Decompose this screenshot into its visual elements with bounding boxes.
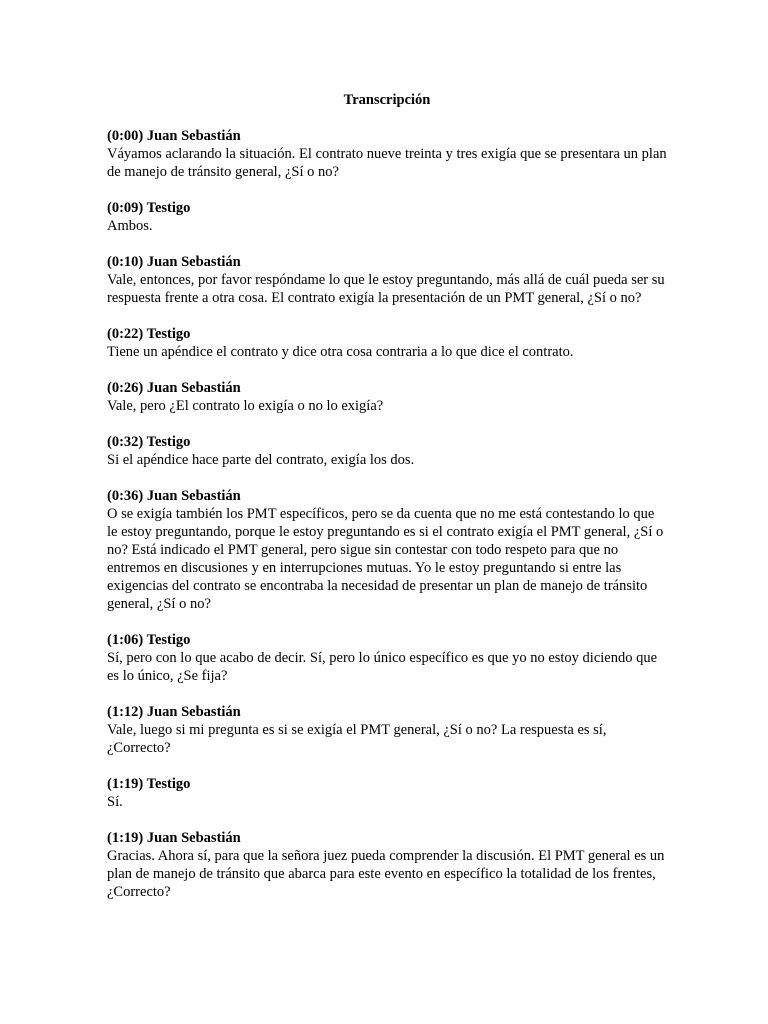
entry-speaker: (1:19) Testigo [107,776,191,792]
entry-speaker: (0:09) Testigo [107,200,191,216]
transcript-entry [107,703,667,757]
entry-text: Ambos. [107,218,153,234]
document-title: Transcripción [343,92,431,108]
entry-speaker: (0:26) Juan Sebastián [107,380,241,396]
entry-text: Vale, luego si mi pregunta es si se exigía el PMT general, ¿Sí o no? La respuesta es sí, ¿Correcto? [107,722,607,756]
entry-speaker: (0:00) Juan Sebastián [107,128,241,144]
entry-text: Váyamos aclarando la situación. El contrato nueve treinta y tres exigía que se presentara un plan de manejo de tránsito general, ¿Sí o no? [107,146,667,180]
entry-text: O se exigía también los PMT específicos, pero se da cuenta que no me está contestando lo que le estoy preguntando, porque le estoy preguntando es si el contrato exigía el PMT general, ¿Sí o no? Está indicado el PMT general, pero sigue sin contestar con todo respeto para que no entremos en discusiones y en interrupciones mutuas. Yo le estoy preguntando si entre las exigencias del contrato se encontraba la necesidad de presentar un plan de manejo de tránsito general, ¿Sí o no? [107,506,664,612]
transcript-entry [107,631,667,685]
entry-speaker: (0:36) Juan Sebastián [107,488,241,504]
entry-text: Sí. [107,794,123,810]
entry-text: Si el apéndice hace parte del contrato, exigía los dos. [107,452,415,468]
transcript-entry [107,253,667,307]
entry-speaker: (1:06) Testigo [107,632,191,648]
transcript-entry [107,487,667,613]
transcript-entry [107,433,667,469]
entry-speaker: (0:22) Testigo [107,326,191,342]
transcript-entry [107,127,667,181]
entry-speaker: (0:10) Juan Sebastián [107,254,241,270]
transcript-entry [107,775,667,811]
transcript-entry [107,829,667,901]
entry-text: Vale, pero ¿El contrato lo exigía o no lo exigía? [107,398,384,414]
entry-text: Vale, entonces, por favor respóndame lo que le estoy preguntando, más allá de cuál pueda ser su respuesta frente a otra cosa. El contrato exigía la presentación de un PMT general, ¿Sí o no? [107,272,665,306]
entry-speaker: (1:12) Juan Sebastián [107,704,241,720]
entry-text: Gracias. Ahora sí, para que la señora juez pueda comprender la discusión. El PMT general es un plan de manejo de tránsito que abarca para este evento en específico la totalidad de los frentes, ¿Correcto? [107,848,665,900]
entry-speaker: (0:32) Testigo [107,434,191,450]
entry-text: Sí, pero con lo que acabo de decir. Sí, pero lo único específico es que yo no estoy diciendo que es lo único, ¿Se fija? [107,650,658,684]
transcript-entry [107,325,667,361]
transcript-entry [107,379,667,415]
transcript-entry [107,199,667,235]
entry-text: Tiene un apéndice el contrato y dice otra cosa contraria a lo que dice el contrato. [107,344,574,360]
entry-speaker: (1:19) Juan Sebastián [107,830,241,846]
transcript-page [107,91,667,919]
